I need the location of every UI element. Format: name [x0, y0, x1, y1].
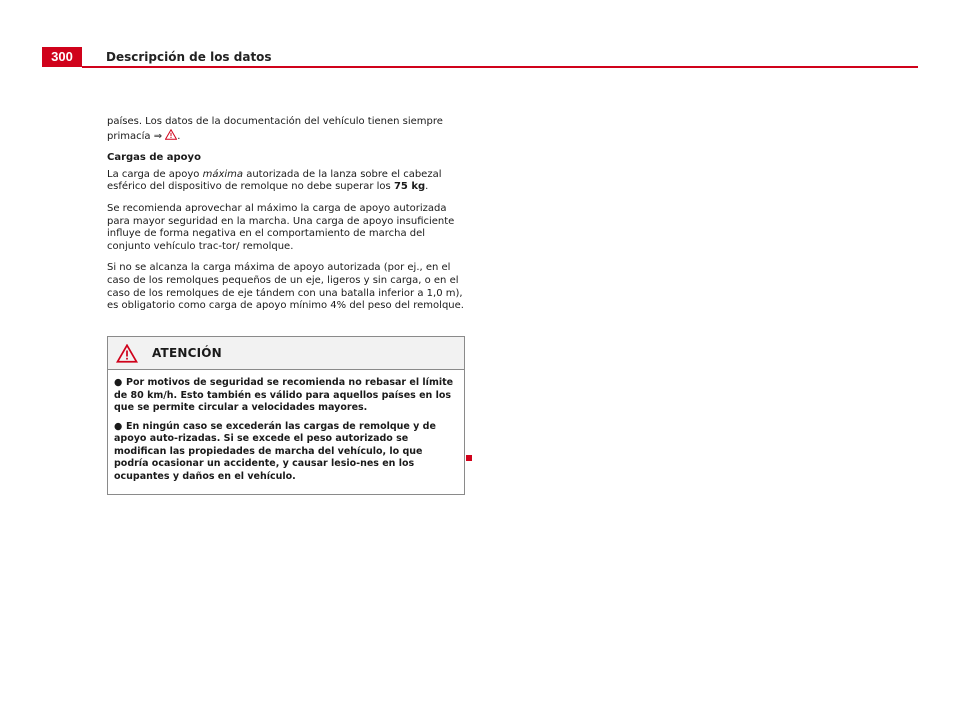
bullet-icon: ●	[114, 377, 123, 388]
warning-body	[108, 370, 464, 494]
header-rule	[82, 66, 918, 68]
warning-item: ● Por motivos de seguridad se recomienda no rebasar el límite de 80 km/h. Esto también es válido para aquellos países en los que se permite circular a velocidades mayores.	[114, 377, 454, 413]
warning-triangle-icon[interactable]	[165, 129, 177, 140]
warning-box	[107, 336, 465, 495]
paragraph-max-load: La carga de apoyo máxima autorizada de la lanza sobre el cabezal esférico del dispositivo de remolque no debe superar los 75 kg.	[107, 168, 442, 193]
warning-header	[108, 337, 464, 370]
paragraph-minimum-load: Si no se alcanza la carga máxima de apoyo autorizada (por ej., en el caso de los remolques pequeños de un eje, ligeros y sin carga, o en el caso de los remolques de eje tándem con una batalla inferior a 1,0 m), es obligatorio como carga de apoyo mínimo 4% del peso del remolque.	[107, 262, 464, 312]
page-number: 300	[42, 47, 82, 67]
section-heading: Cargas de apoyo	[107, 152, 201, 164]
warning-triangle-icon	[116, 344, 138, 363]
body-text	[107, 116, 467, 322]
warning-item: ● En ningún caso se excederán las cargas de remolque y de apoyo auto-rizadas. Si se excede el peso autorizado se modifican las propiedades de marcha del vehículo, lo que podría ocasionar un accidente, y causar lesio-nes en los ocupantes y daños en el vehículo.	[114, 420, 436, 482]
bullet-icon: ●	[114, 420, 123, 432]
page-header-title: Descripción de los datos	[106, 50, 272, 64]
warning-title: ATENCIÓN	[152, 346, 222, 360]
section-end-marker	[466, 455, 472, 461]
paragraph-primacy: países. Los datos de la documentación del vehículo tienen siempre primacía ⇒ .	[107, 116, 443, 142]
paragraph-recommendation: Se recomienda aprovechar al máximo la carga de apoyo autorizada para mayor seguridad en la marcha. Una carga de apoyo insuficiente influye de forma negativa en el comportamiento de marcha del conjunto vehículo trac-tor/ remolque.	[107, 202, 455, 252]
